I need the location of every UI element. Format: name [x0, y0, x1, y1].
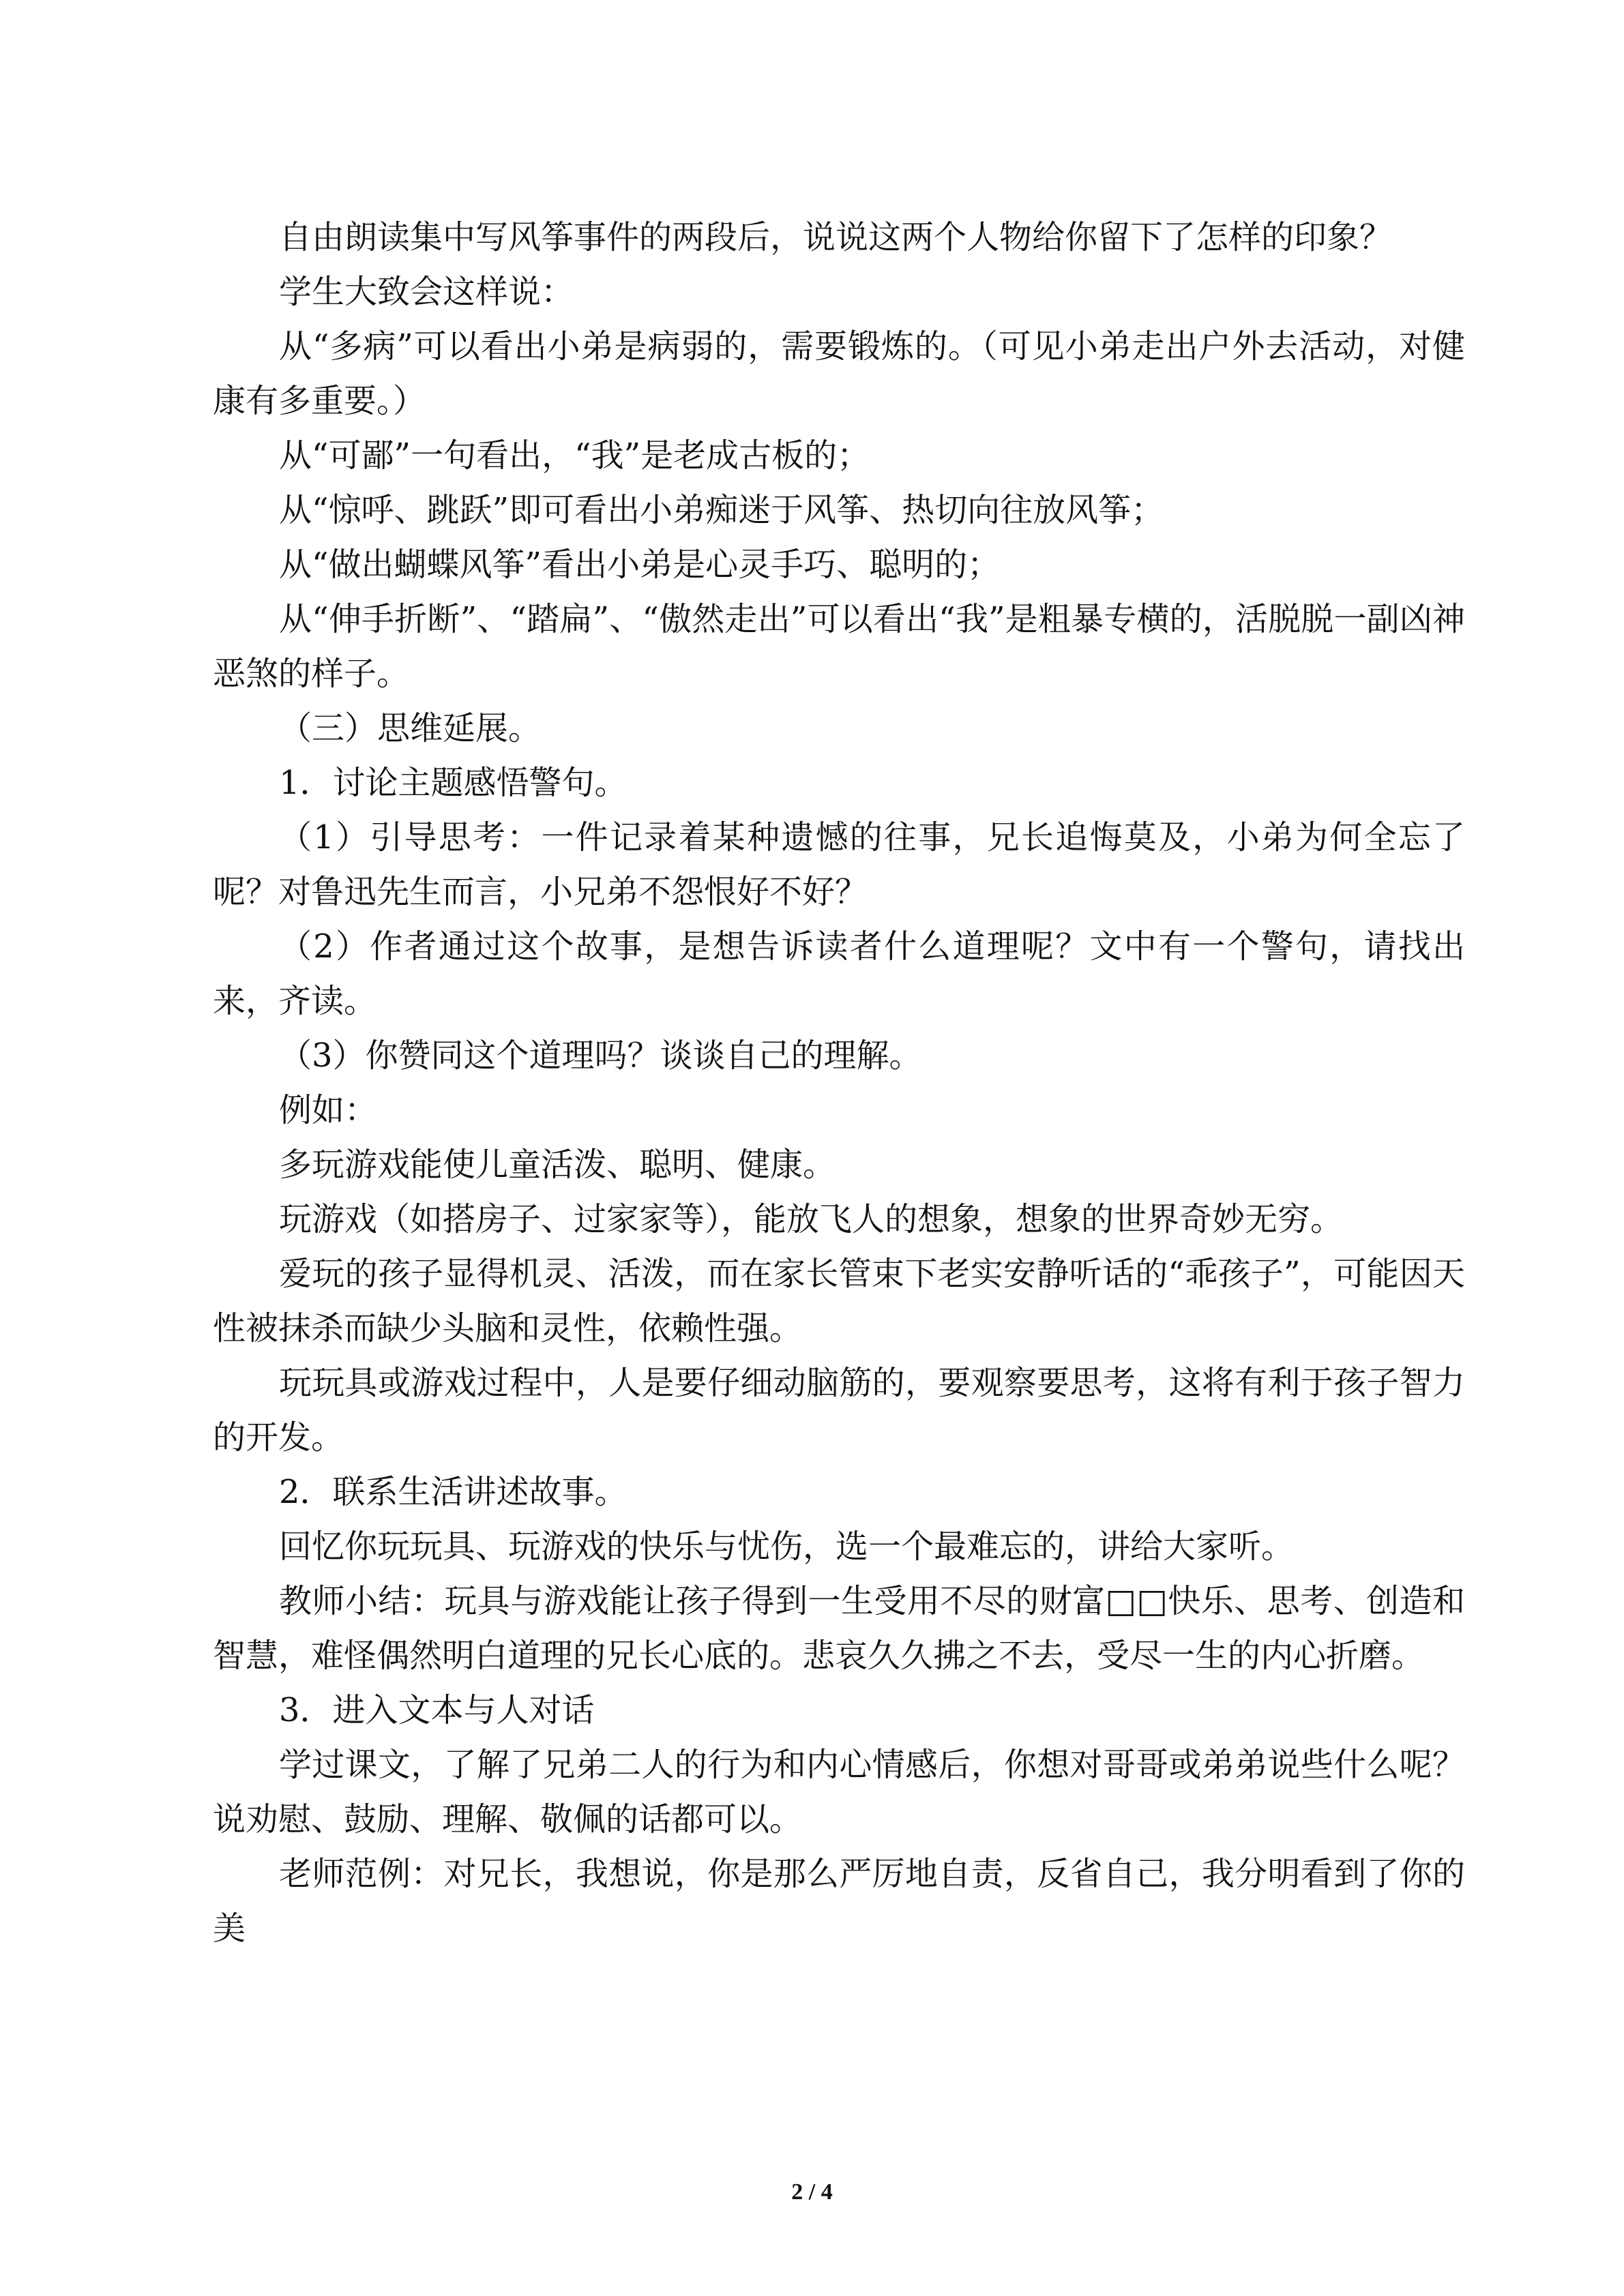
- paragraph: （1）引导思考：一件记录着某种遗憾的往事，兄长追悔莫及，小弟为何全忘了呢？对鲁迅先生而言，小兄弟不怨恨好不好？: [213, 818, 1465, 911]
- paragraph: （2）作者通过这个故事，是想告诉读者什么道理呢？文中有一个警句，请找出来，齐读。: [213, 927, 1465, 1020]
- paragraph: 多玩游戏能使儿童活泼、聪明、健康。: [279, 1146, 836, 1184]
- page-number: 2 / 4: [791, 2179, 833, 2205]
- subsection-heading: 1．讨论主题感悟警句。: [279, 764, 628, 802]
- body-text: [213, 210, 1465, 1956]
- paragraph: （3）你赞同这个道理吗？谈谈自己的理解。: [279, 1037, 922, 1075]
- paragraph: 从“惊呼、跳跃”即可看出小弟痴迷于风筝、热切向往放风筝；: [279, 491, 1164, 529]
- paragraph: 例如：: [279, 1091, 378, 1129]
- paragraph: 学过课文，了解了兄弟二人的行为和内心情感后，你想对哥哥或弟弟说些什么呢？说劝慰、鼓励、理解、敬佩的话都可以。: [213, 1746, 1465, 1838]
- paragraph: 学生大致会这样说：: [279, 273, 574, 311]
- subsection-heading: 3．进入文本与人对话: [279, 1691, 595, 1729]
- paragraph: 玩玩具或游戏过程中，人是要仔细动脑筋的，要观察要思考，这将有利于孩子智力的开发。: [213, 1364, 1465, 1457]
- paragraph: 老师范例：对兄长，我想说，你是那么严厉地自责，反省自己，我分明看到了你的美: [213, 1855, 1465, 1948]
- subsection-heading: 2．联系生活讲述故事。: [279, 1473, 628, 1511]
- paragraph: 从“可鄙”一句看出，“我”是老成古板的；: [279, 436, 870, 475]
- paragraph: 从“伸手折断”、“踏扁”、“傲然走出”可以看出“我”是粗暴专横的，活脱脱一副凶神恶煞的样子。: [213, 600, 1465, 693]
- paragraph: 教师小结：玩具与游戏能让孩子得到一生受用不尽的财富□□快乐、思考、创造和智慧，难怪偶然明白道理的兄长心底的。悲哀久久拂之不去，受尽一生的内心折磨。: [213, 1582, 1465, 1675]
- paragraph: 从“多病”可以看出小弟是病弱的，需要锻炼的。（可见小弟走出户外去活动，对健康有多重要。）: [213, 327, 1465, 420]
- paragraph: 爱玩的孩子显得机灵、活泼，而在家长管束下老实安静听话的“乖孩子”，可能因天性被抹杀而缺少头脑和灵性，依赖性强。: [213, 1255, 1465, 1347]
- paragraph: 自由朗读集中写风筝事件的两段后，说说这两个人物给你留下了怎样的印象？: [279, 218, 1393, 256]
- paragraph: 玩游戏（如搭房子、过家家等），能放飞人的想象，想象的世界奇妙无穷。: [279, 1200, 1344, 1238]
- paragraph: 从“做出蝴蝶风筝”看出小弟是心灵手巧、聪明的；: [279, 546, 1001, 584]
- section-heading: （三）思维延展。: [279, 709, 542, 747]
- paragraph: 回忆你玩玩具、玩游戏的快乐与忧伤，选一个最难忘的，讲给大家听。: [279, 1527, 1295, 1566]
